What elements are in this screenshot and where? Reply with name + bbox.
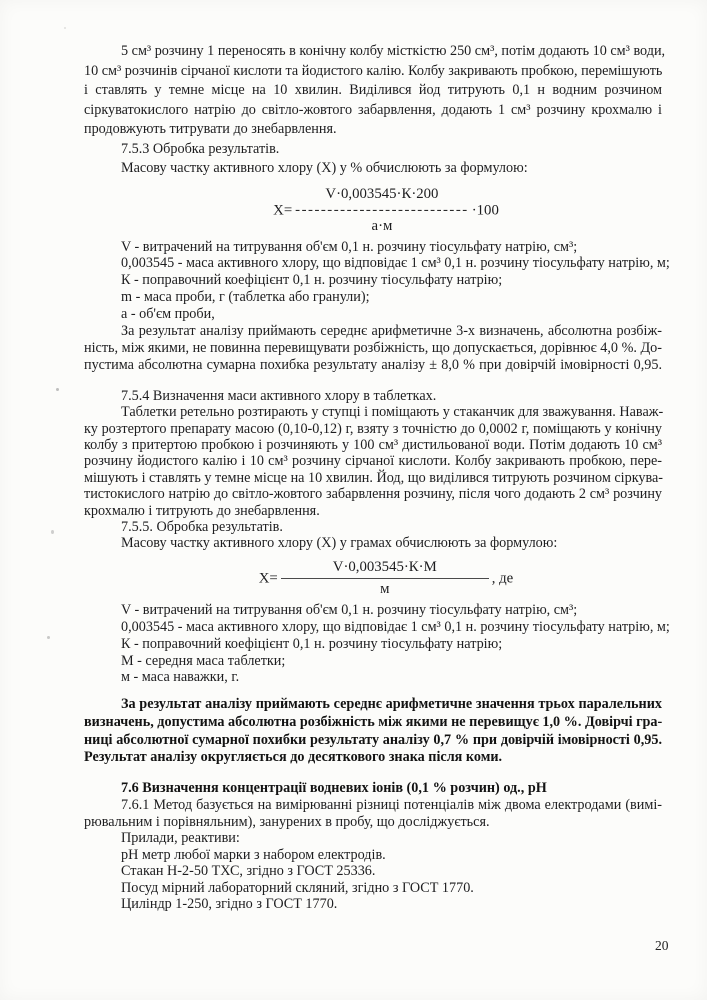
fraction-bar-dashed: --------------------------- <box>295 202 469 218</box>
equipment-line: Посуд мірний лабораторний скляний, згідно з ГОСТ 1770. <box>121 879 474 896</box>
text-line: 10 см³ розчинів сірчаної кислоти та йодистого калію. Колбу закривають пробкою, перемішують <box>84 62 663 79</box>
definition-line: а - об'єм проби, <box>121 306 215 323</box>
equipment-line: Стакан Н-2-50 ТХС, згідно з ГОСТ 25336. <box>121 863 376 880</box>
section-755-heading: 7.5.5. Обробка результатів. <box>121 519 283 535</box>
paragraph-sample-preparation <box>84 42 666 179</box>
text-line: Таблетки ретельно розтирають у ступці і поміщають у стаканчик для зважування. Наваж- <box>121 404 664 421</box>
text-line: крохмалю і титрують до знебарвлення. <box>84 502 320 519</box>
definition-line: К - поправочний коефіцієнт 0,1 н. розчину тіосульфату натрію; <box>121 272 503 289</box>
equipment-list <box>84 830 662 912</box>
text-line: За результат аналізу приймають середнє арифметичне 3-х визначень, абсолютна розбіж- <box>121 323 662 340</box>
paragraph-result-rules-percent <box>84 323 662 374</box>
document-text <box>84 42 670 913</box>
definitions-percent-formula <box>84 238 670 324</box>
section-76-heading: 7.6 Визначення концентрації водневих іонів (0,1 % розчин) од., рН <box>121 779 547 796</box>
equipment-line: Циліндр 1-250, згідно з ГОСТ 1770. <box>121 896 338 913</box>
scan-speckle <box>64 27 66 29</box>
definition-line: К - поправочний коефіцієнт 0,1 н. розчину тіосульфату натрію; <box>121 635 503 652</box>
scan-speckle <box>51 530 54 534</box>
page-number: 20 <box>655 938 669 953</box>
text-line: Результат аналізу округляється до десяткового знака після коми. <box>84 749 503 766</box>
text-line: рювальним і порівняльним), занурених в пробу, що досліджується. <box>84 813 490 830</box>
text-line: 5 см³ розчину 1 переносять в конічну колбу місткістю 250 см³, потім додають 10 см³ води, <box>121 43 666 59</box>
definition-line: М - середня маса таблетки; <box>121 652 286 669</box>
text-line: тистокислого натрію до світло-жовтого забарвлення розчину, після чого додають 2 см³ розчину <box>84 486 662 503</box>
formula-lhs: X= <box>273 202 293 218</box>
equipment-line: Прилади, реактиви: <box>121 830 240 847</box>
text-line: продовжують титрувати до знебарвлення. <box>84 121 337 137</box>
text-line: колбу з притертою пробкою і розчиняють у 100 см³ дистильованої води. Потім додають 10 см³ <box>84 436 662 453</box>
fraction-denominator: а·м <box>371 218 393 234</box>
section-754 <box>84 388 662 552</box>
section-753-heading: 7.5.3 Обробка результатів. <box>121 140 280 157</box>
scan-speckle <box>47 636 50 639</box>
text-line: сіркуватокислого натрію до світло-жовтого забарвлення, додають 1 см³ розчину крохмалю і <box>84 101 662 118</box>
fraction <box>295 186 469 236</box>
fraction <box>281 559 489 599</box>
section-755-intro: Масову частку активного хлору (Х) у грамах обчислюють за формулою: <box>121 535 558 552</box>
definition-line: V - витрачений на титрування об'єм 0,1 н. розчину тіосульфату натрію, см³; <box>121 601 578 618</box>
fraction-denominator: м <box>380 581 390 598</box>
text-line: розчину йодистого калію і 10 см³ розчину сірчаної кислоти. Колбу закривають пробкою, пере- <box>84 453 662 470</box>
text-line: 7.6.1 Метод базується на вимірюванні різниці потенціалів між двома електродами (вимі- <box>121 796 662 813</box>
fraction-numerator: V·0,003545·К·М <box>281 559 489 580</box>
text-line: ниці абсолютної сумарної похибки результату аналізу 0,7 % при довірчій імовірності 0,95. <box>84 731 662 748</box>
section-753-intro: Масову частку активного хлору (Х) у % обчислюють за формулою: <box>121 160 528 176</box>
definition-line: 0,003545 - маса активного хлору, що відповідає 1 см³ 0,1 н. розчину тіосульфату натрію, м; <box>121 618 670 635</box>
text-line: і ставлять у темне місце на 10 хвилин. Виділився йод титрують 0,1 н водним розчином <box>84 82 662 98</box>
text-line: мішують і ставлять у темне місце на 10 хвилин. Йод, що виділився титрують розчином сіркува- <box>84 469 664 486</box>
section-754-heading: 7.5.4 Визначення маси активного хлору в таблетках. <box>121 387 437 404</box>
definitions-grams-formula <box>84 601 670 687</box>
formula-lhs: X= <box>258 570 278 587</box>
section-76 <box>84 780 662 831</box>
definition-line: м - маса наважки, г. <box>121 669 240 686</box>
equipment-line: рН метр любої марки з набором електродів. <box>121 846 386 863</box>
text-line: ність, між якими, не повинна перевищувати розбіжність, що допускається, дорівнює 4,0 %. До- <box>84 339 662 356</box>
text-line: За результат аналізу приймають середнє арифметичне значення трьох паралельних <box>121 696 662 713</box>
paragraph-result-rules-bold <box>84 696 662 766</box>
definition-line: V - витрачений на титрування об'єм 0,1 н. розчину тіосульфату натрію, см³; <box>121 238 578 255</box>
text-line: пустима абсолютна сумарна похибка результату аналізу ± 8,0 % при довірчій імовірності 0,95. <box>84 356 662 373</box>
text-line: ку розтертого препарату масою (0,10-0,12) г, взяту з точністю до 0,0002 г, поміщають у конічну <box>84 420 662 437</box>
formula-where-label: , де <box>491 570 514 587</box>
definition-line: m - маса проби, г (таблетка або гранули); <box>121 289 370 306</box>
formula-mass-fraction-percent <box>84 186 662 236</box>
scan-speckle <box>56 388 59 391</box>
formula-multiplier: ·100 <box>471 202 499 218</box>
formula-mass-grams <box>84 559 662 599</box>
definition-line: 0,003545 - маса активного хлору, що відповідає 1 см³ 0,1 н. розчину тіосульфату натрію, м; <box>121 255 670 272</box>
text-line: визначень, допустима абсолютна розбіжність між якими не перевищує 1,0 %. Довірчі гра- <box>84 713 663 730</box>
fraction-numerator: V·0,003545·К·200 <box>325 185 439 202</box>
